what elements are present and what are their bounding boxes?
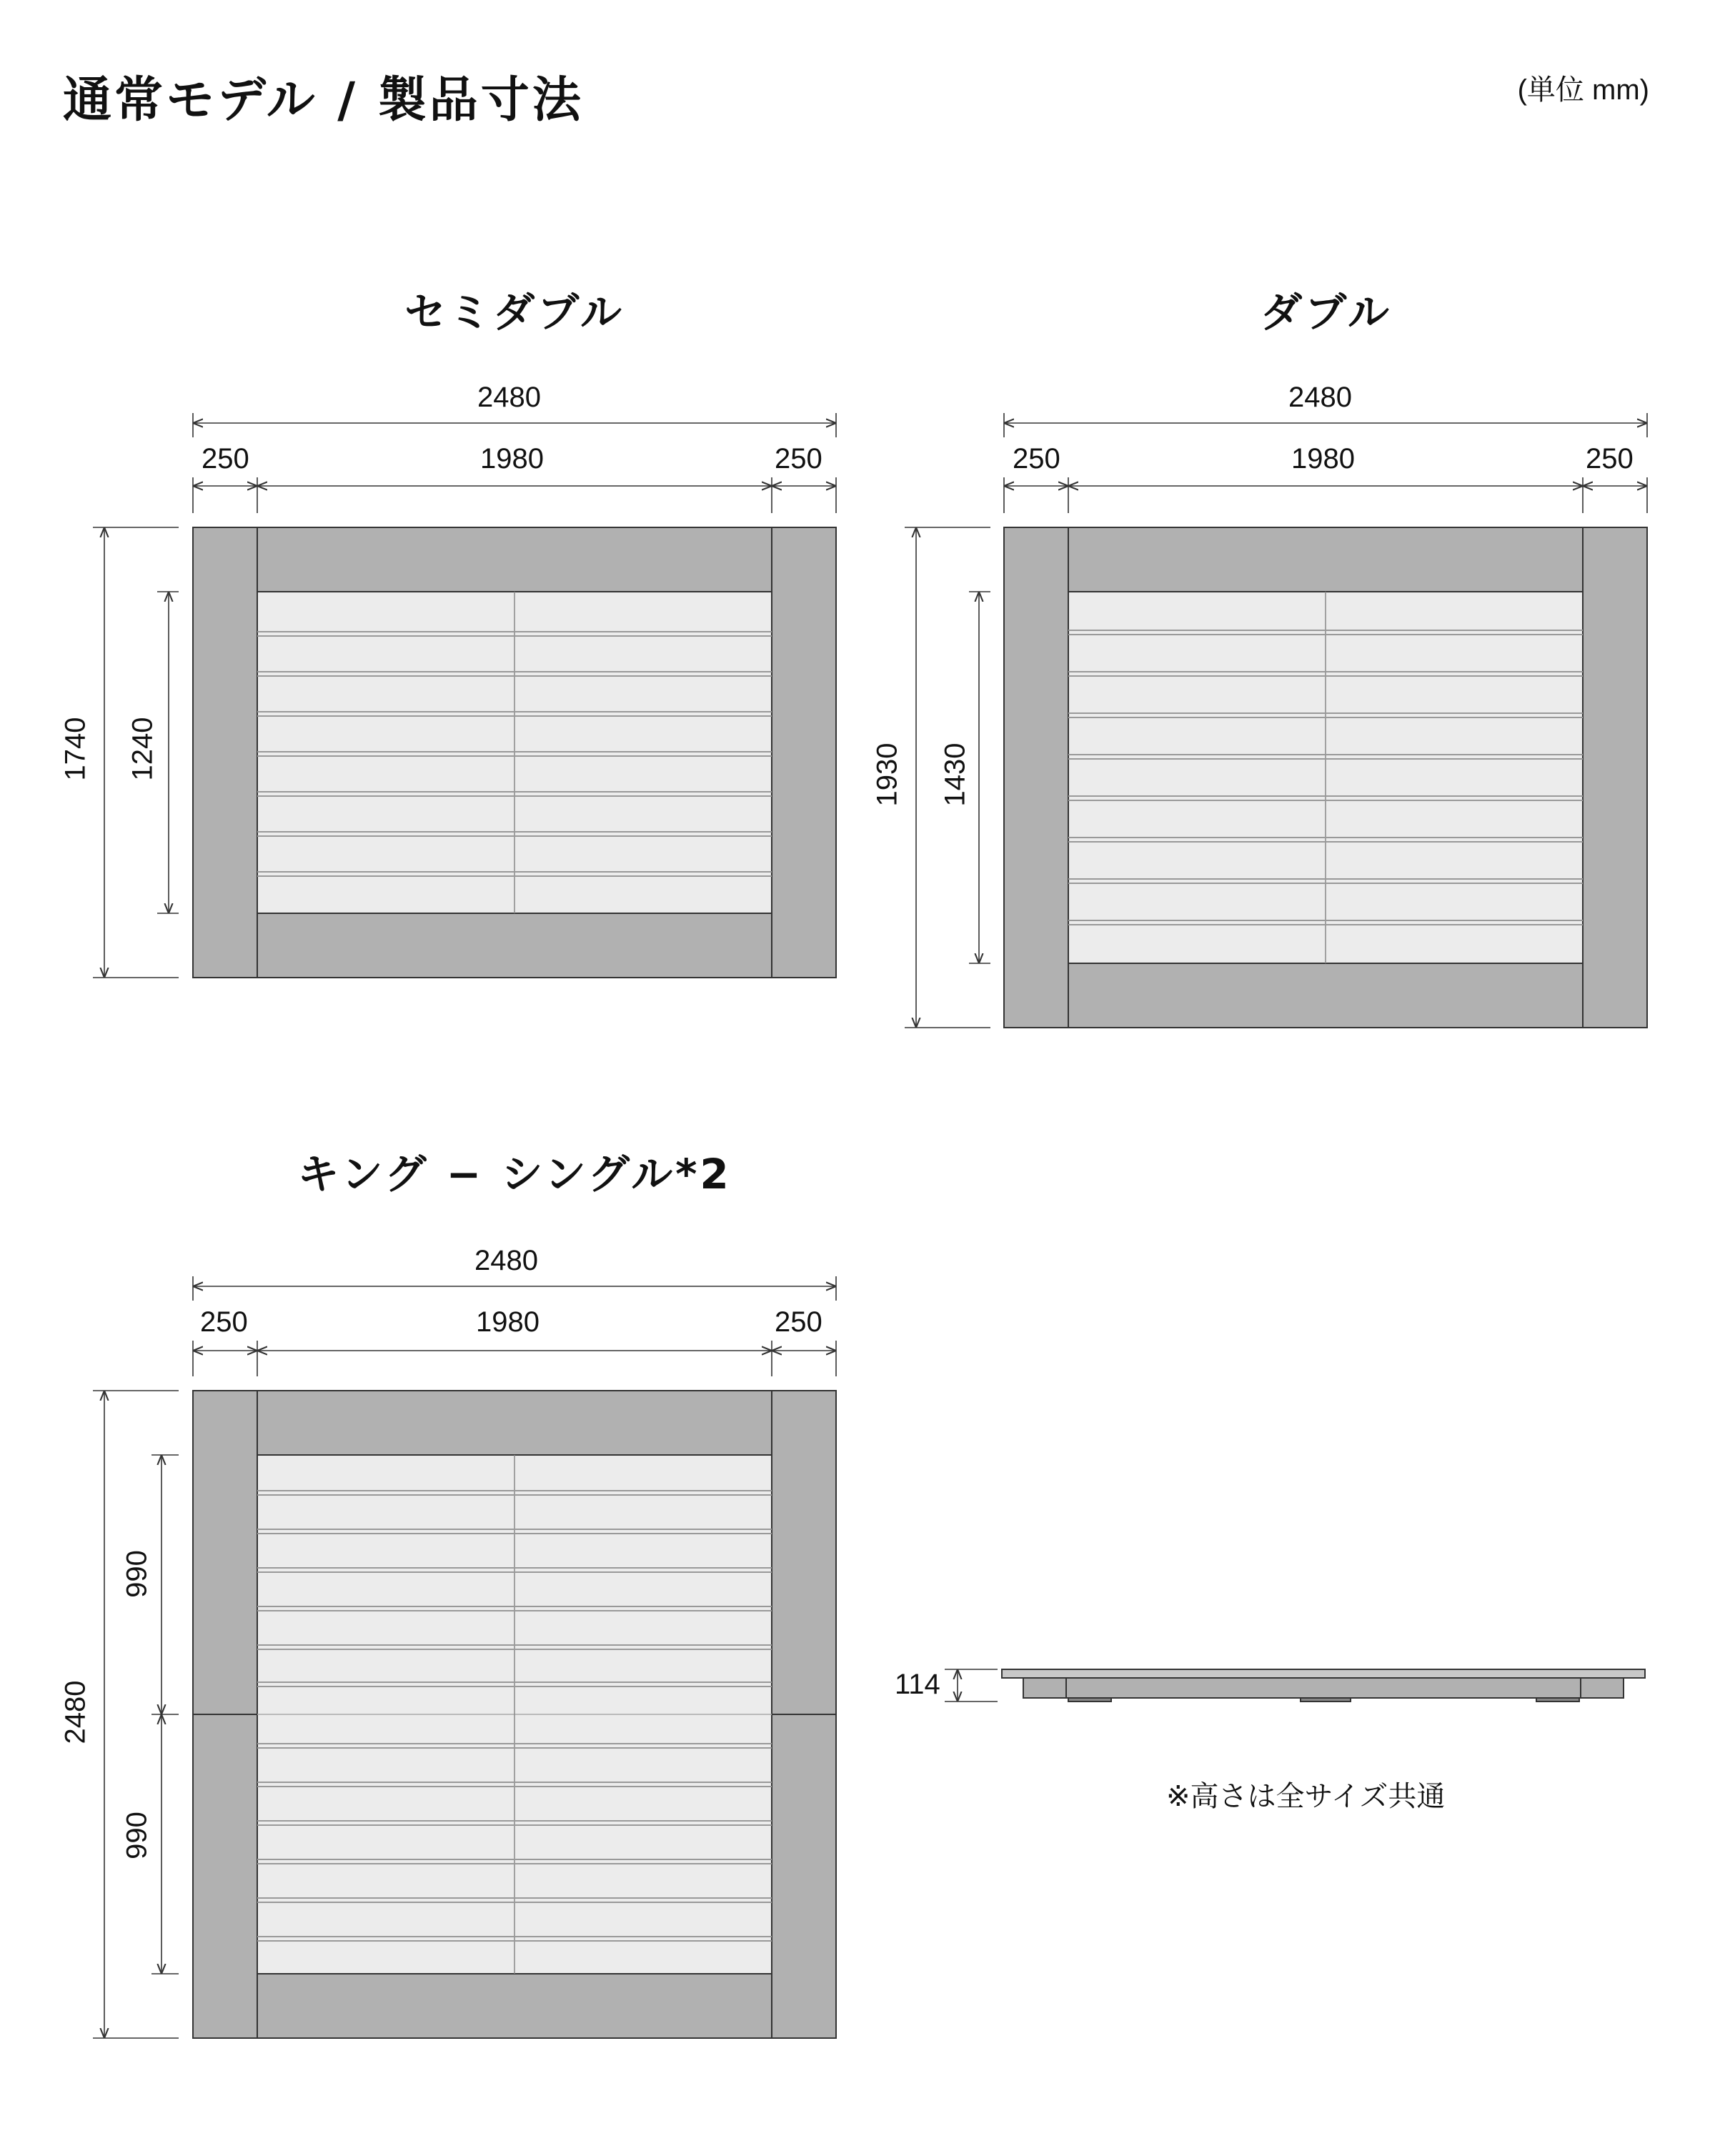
semi-double-inner-length: 1240 bbox=[126, 717, 159, 781]
king-plan bbox=[193, 1391, 836, 2038]
double-overall-length: 1930 bbox=[871, 742, 903, 807]
double-inner-length: 1430 bbox=[939, 742, 971, 807]
king-overall-width: 2480 bbox=[474, 1245, 538, 1276]
semi-double-overall-width: 2480 bbox=[477, 382, 541, 413]
king-side-left: 250 bbox=[200, 1306, 248, 1338]
king-side-right: 250 bbox=[775, 1306, 822, 1338]
semi-double-side-left: 250 bbox=[202, 443, 249, 475]
side-view bbox=[1002, 1669, 1645, 1702]
double-plan bbox=[1004, 527, 1647, 1028]
king-overall-length: 2480 bbox=[59, 1680, 91, 1744]
double-title: ダブル bbox=[1261, 288, 1392, 337]
page-title: 通常モデル / 製品寸法 bbox=[63, 72, 584, 129]
footnote: ※高さは全サイズ共通 bbox=[1166, 1780, 1446, 1813]
king-inner-length-top: 990 bbox=[121, 1550, 153, 1598]
double-side-left: 250 bbox=[1013, 443, 1060, 475]
king-title: キング − シングル*2 bbox=[297, 1150, 732, 1198]
semi-double-title: セミダブル bbox=[404, 288, 625, 337]
side-view-height: 114 bbox=[895, 1669, 940, 1700]
semi-double-center: 1980 bbox=[480, 443, 544, 475]
king-center: 1980 bbox=[476, 1306, 540, 1338]
double-side-right: 250 bbox=[1586, 443, 1634, 475]
double-center: 1980 bbox=[1291, 443, 1355, 475]
unit-note: (単位 mm) bbox=[1517, 74, 1649, 106]
double-overall-width: 2480 bbox=[1288, 382, 1352, 413]
king-inner-length-bottom: 990 bbox=[121, 1812, 153, 1859]
semi-double-plan bbox=[193, 527, 836, 978]
semi-double-side-right: 250 bbox=[775, 443, 822, 475]
side-view-dimension bbox=[945, 1669, 998, 1702]
semi-double-overall-length: 1740 bbox=[59, 717, 91, 781]
